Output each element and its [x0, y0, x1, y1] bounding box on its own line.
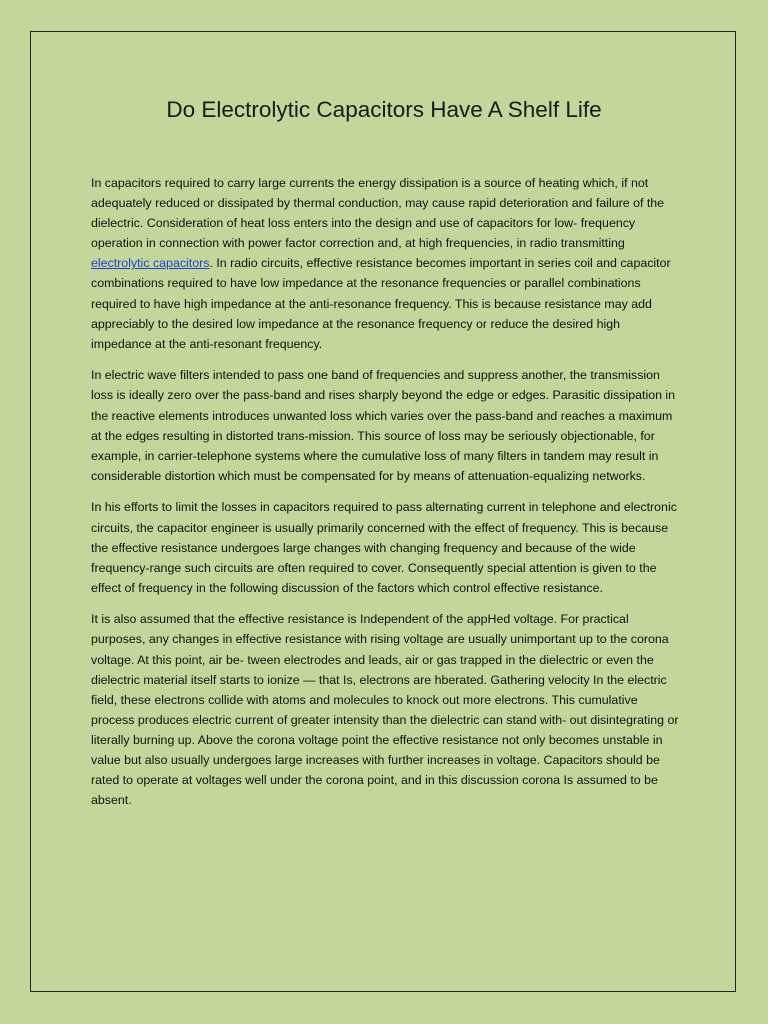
page-title: Do Electrolytic Capacitors Have A Shelf Life	[166, 97, 602, 122]
paragraph-2: In electric wave filters intended to pass one band of frequencies and suppress another, the transmission loss is ideally zero over the pass-band and rises sharply beyond the edge or edges. Parasitic dissipation in the reactive elements introduces unwanted loss which varies over the pass-band and reaches a maximum at the edges resulting in distorted trans-mission. This source of loss may be seriously objectionable, for example, in carrier-telephone systems where the cumulative loss of many filters in tandem may result in considerable distortion which must be compensated for by means of attenuation-equalizing networks.	[91, 368, 676, 483]
article-body	[91, 173, 679, 822]
electrolytic-capacitors-link[interactable]: electrolytic capacitors	[91, 256, 210, 271]
paragraph-1-text-start: In capacitors required to carry large currents the energy dissipation is a source of heating which, if not adequately reduced or dissipated by thermal conduction, may cause rapid deterioration and failure of the dielectric. Consideration of heat loss enters into the design and use of capacitors for low- frequency operation in connection with power factor correction and, at high frequencies, in radio transmitting	[91, 176, 665, 251]
paragraph-1	[91, 173, 679, 354]
paragraph-3: In his efforts to limit the losses in capacitors required to pass alternating current in telephone and electronic circuits, the capacitor engineer is usually primarily concerned with the effect of frequency. This is because the effective resistance undergoes large changes with changing frequency and because of the wide frequency-range such circuits are often required to cover. Consequently special attention is given to the effect of frequency in the following discussion of the factors which control effective resistance.	[91, 500, 677, 595]
paragraph-1-text-end: . In radio circuits, effective resistance becomes important in series coil and capacitor combinations required to have low impedance at the resonance frequencies or parallel combinations required to have high impedance at the anti-resonance frequency. This is because resistance may add appreciably to the desired low impedance at the resonance frequency or reduce the desired high impedance at the anti-resonant frequency.	[91, 256, 671, 351]
paragraph-4: It is also assumed that the effective resistance is Independent of the appHed voltage. For practical purposes, any changes in effective resistance with rising voltage are usually unimportant up to the corona voltage. At this point, air be- tween electrodes and leads, air or gas trapped in the dielectric or even the dielectric material itself starts to ionize — that Is, electrons are hberated. Gathering velocity In the electric field, these electrons collide with atoms and molecules to knock out more electrons. This cumulative process produces electric current of greater intensity than the dielectric can stand with- out disintegrating or literally burning up. Above the corona voltage point the effective resistance not only becomes unstable in value but also usually undergoes large increases with further increases in voltage. Capacitors should be rated to operate at voltages well under the corona point, and in this discussion corona Is assumed to be absent.	[91, 612, 679, 808]
